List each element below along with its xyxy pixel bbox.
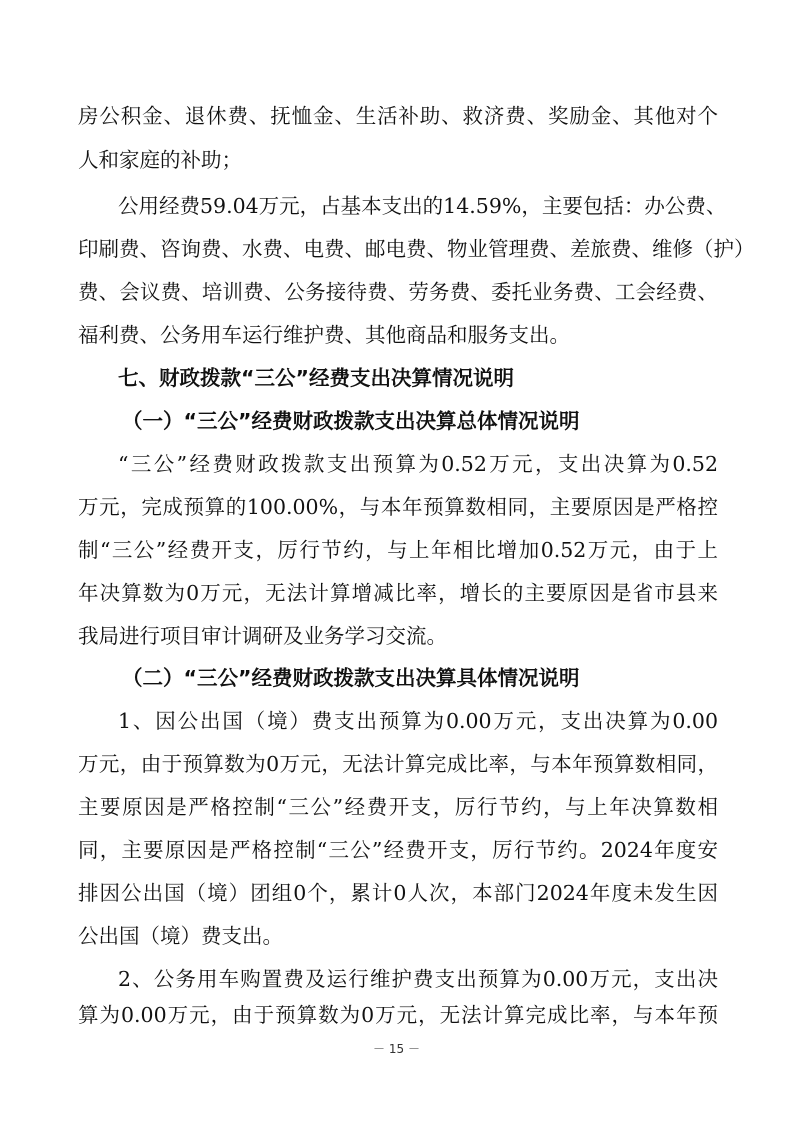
text-line: 万元，由于预算数为0万元，无法计算完成比率，与本年预算数相同， — [78, 752, 718, 776]
text-line: 福利费、公务用车运行维护费、其他商品和服务支出。 — [78, 323, 570, 347]
text-line: 公用经费59.04万元，占基本支出的14.59%，主要包括：办公费、 — [118, 194, 727, 218]
text-line: 万元，完成预算的100.00%，与本年预算数相同，主要原因是严格控 — [78, 495, 718, 519]
text-line: 人和家庭的补助； — [78, 148, 242, 172]
page-number: － 15 － — [373, 1042, 420, 1056]
text-line: 制“三公”经费开支，厉行节约，与上年相比增加0.52万元，由于上 — [78, 538, 718, 562]
text-line: 2、公务用车购置费及运行维护费支出预算为0.00万元，支出决 — [118, 967, 718, 991]
text-line: 我局进行项目审计调研及业务学习交流。 — [78, 624, 447, 648]
subsection-heading: （二）“三公”经费财政拨款支出决算具体情况说明 — [122, 666, 580, 690]
text-line: 主要原因是严格控制“三公”经费开支，厉行节约，与上年决算数相 — [78, 795, 718, 819]
text-line: 同，主要原因是严格控制“三公”经费开支，厉行节约。2024年度安 — [78, 838, 718, 862]
text-line: “三公”经费财政拨款支出预算为0.52万元，支出决算为0.52 — [118, 452, 718, 476]
text-line: 房公积金、退休费、抚恤金、生活补助、救济费、奖励金、其他对个 — [78, 104, 718, 128]
subsection-heading: （一）“三公”经费财政拨款支出决算总体情况说明 — [122, 409, 580, 433]
text-line: 费、会议费、培训费、公务接待费、劳务费、委托业务费、工会经费、 — [78, 280, 718, 304]
text-line: 排因公出国（境）团组0个，累计0人次，本部门2024年度未发生因 — [78, 881, 718, 905]
text-line: 印刷费、咨询费、水费、电费、邮电费、物业管理费、差旅费、维修（护） — [78, 237, 755, 261]
text-line: 1、因公出国（境）费支出预算为0.00万元，支出决算为0.00 — [118, 709, 718, 733]
text-line: 年决算数为0万元，无法计算增减比率，增长的主要原因是省市县来 — [78, 581, 718, 605]
text-line: 公出国（境）费支出。 — [78, 924, 283, 948]
text-line: 算为0.00万元，由于预算数为0万元，无法计算完成比率，与本年预 — [78, 1003, 718, 1027]
section-heading: 七、财政拨款“三公”经费支出决算情况说明 — [118, 366, 514, 390]
